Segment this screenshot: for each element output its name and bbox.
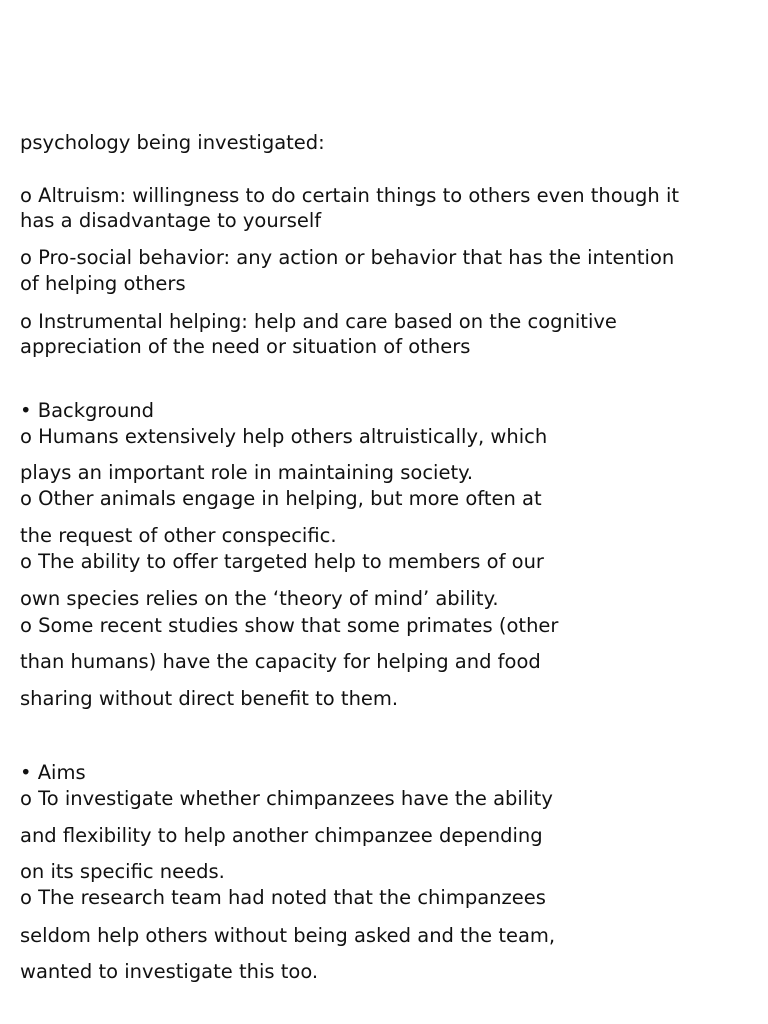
definition-altruism-line-2: has a disadvantage to yourself: [20, 209, 322, 232]
definition-instrumental-line-1: o Instrumental helping: help and care based on the cognitive: [20, 310, 617, 333]
background-line: o Some recent studies show that some primates (other: [20, 614, 559, 637]
background-line: sharing without direct benefit to them.: [20, 687, 399, 710]
background-line: the request of other conspecific.: [20, 524, 337, 547]
background-line: own species relies on the ‘theory of mind’ ability.: [20, 587, 499, 610]
background-line: than humans) have the capacity for helping and food: [20, 650, 541, 673]
aims-line: on its specific needs.: [20, 860, 225, 883]
aims-line: seldom help others without being asked and the team,: [20, 924, 556, 947]
aims-line: and flexibility to help another chimpanzee depending: [20, 824, 543, 847]
document-page: [20, 0, 750, 1024]
background-line: o The ability to offer targeted help to members of our: [20, 550, 544, 573]
intro-line: psychology being investigated:: [20, 131, 325, 154]
background-line: plays an important role in maintaining society.: [20, 461, 474, 484]
definition-prosocial-line-1: o Pro-social behavior: any action or behavior that has the intention: [20, 246, 675, 269]
aims-line: o The research team had noted that the chimpanzees: [20, 886, 546, 909]
background-line: o Humans extensively help others altruistically, which: [20, 425, 548, 448]
aims-line: o To investigate whether chimpanzees have the ability: [20, 787, 553, 810]
aims-heading: • Aims: [20, 761, 86, 784]
definition-prosocial-line-2: of helping others: [20, 272, 186, 295]
aims-line: wanted to investigate this too.: [20, 960, 319, 983]
background-heading: • Background: [20, 399, 155, 422]
background-line: o Other animals engage in helping, but more often at: [20, 487, 542, 510]
definition-instrumental-line-2: appreciation of the need or situation of others: [20, 335, 471, 358]
definition-altruism-line-1: o Altruism: willingness to do certain things to others even though it: [20, 184, 680, 207]
